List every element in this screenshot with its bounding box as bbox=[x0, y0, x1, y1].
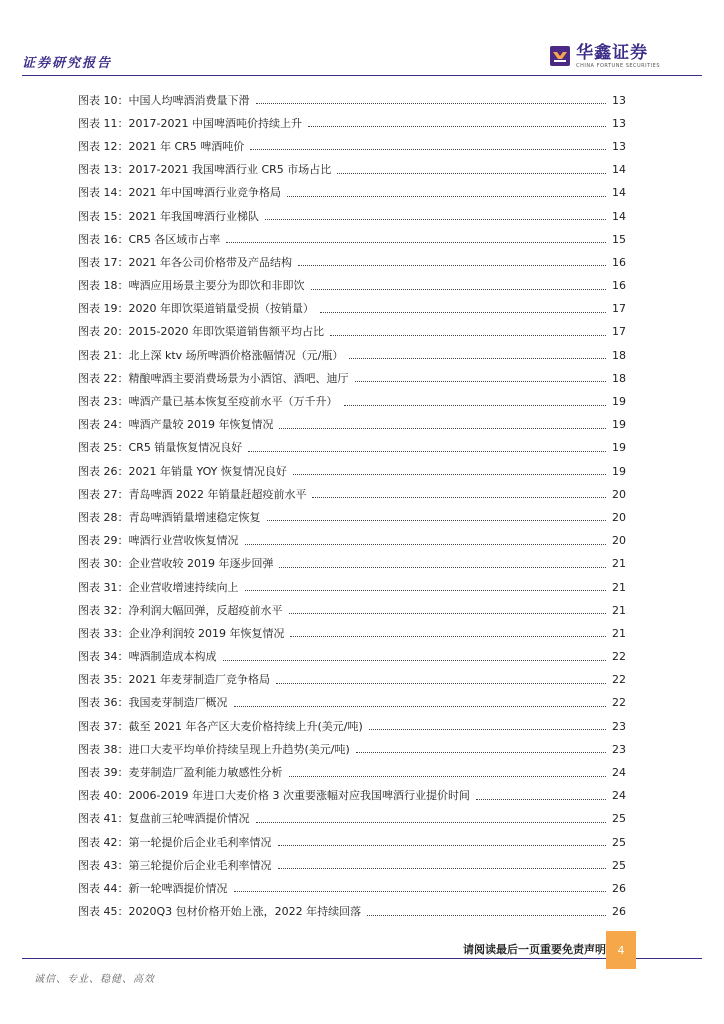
toc-entry[interactable] bbox=[78, 669, 626, 692]
toc-entry[interactable] bbox=[78, 785, 626, 808]
toc-entry-page: 26 bbox=[612, 881, 626, 895]
toc-entry-page: 24 bbox=[612, 789, 626, 803]
figure-list bbox=[78, 89, 626, 924]
toc-entry-label: 图表 41：复盘前三轮啤酒提价情况 bbox=[78, 812, 250, 826]
toc-entry-page: 22 bbox=[612, 650, 626, 664]
toc-entry-label: 图表 33：企业净利润较 2019 年恢复情况 bbox=[78, 626, 285, 640]
logo-mark-icon bbox=[550, 46, 570, 66]
toc-entry-page: 16 bbox=[612, 255, 626, 269]
page-number: 4 bbox=[606, 931, 636, 969]
toc-entry-label: 图表 21：北上深 ktv 场所啤酒价格涨幅情况（元/瓶） bbox=[78, 348, 344, 362]
logo-chinese-name: 华鑫证券 bbox=[576, 43, 649, 63]
toc-leader-dots bbox=[293, 474, 606, 475]
toc-entry[interactable] bbox=[78, 159, 626, 182]
toc-entry-label: 图表 40：2006-2019 年进口大麦价格 3 次重要涨幅对应我国啤酒行业提价时间 bbox=[78, 789, 470, 803]
toc-entry[interactable] bbox=[78, 854, 626, 877]
toc-leader-dots bbox=[223, 660, 607, 661]
toc-entry-page: 23 bbox=[612, 742, 626, 756]
toc-entry-page: 26 bbox=[612, 905, 626, 919]
toc-entry[interactable] bbox=[78, 182, 626, 205]
toc-entry-page: 14 bbox=[612, 186, 626, 200]
toc-entry-page: 22 bbox=[612, 673, 626, 687]
disclaimer-notice: 请阅读最后一页重要免责声明 bbox=[463, 943, 606, 956]
toc-entry[interactable] bbox=[78, 112, 626, 135]
toc-entry-label: 图表 16：CR5 各区域市占率 bbox=[78, 232, 221, 246]
toc-entry[interactable] bbox=[78, 483, 626, 506]
toc-entry-page: 21 bbox=[612, 603, 626, 617]
toc-entry[interactable] bbox=[78, 414, 626, 437]
toc-entry-page: 19 bbox=[612, 395, 626, 409]
toc-entry-label: 图表 32：净利润大幅回弹，反超疫前水平 bbox=[78, 603, 283, 617]
toc-entry-page: 20 bbox=[612, 534, 626, 548]
toc-leader-dots bbox=[278, 845, 607, 846]
toc-entry-label: 图表 23：啤酒产量已基本恢复至疫前水平（万千升） bbox=[78, 395, 338, 409]
toc-leader-dots bbox=[367, 915, 606, 916]
toc-entry[interactable] bbox=[78, 298, 626, 321]
toc-entry-label: 图表 38：进口大麦平均单价持续呈现上升趋势(美元/吨) bbox=[78, 742, 350, 756]
toc-entry-label: 图表 20：2015-2020 年即饮渠道销售额平均占比 bbox=[78, 325, 324, 339]
toc-entry[interactable] bbox=[78, 530, 626, 553]
toc-entry-label: 图表 24：啤酒产量较 2019 年恢复情况 bbox=[78, 418, 274, 432]
toc-leader-dots bbox=[355, 381, 607, 382]
toc-leader-dots bbox=[256, 822, 607, 823]
toc-entry-page: 19 bbox=[612, 441, 626, 455]
toc-entry-page: 16 bbox=[612, 279, 626, 293]
page-header bbox=[22, 44, 702, 76]
toc-leader-dots bbox=[344, 405, 607, 406]
toc-entry-label: 图表 44：新一轮啤酒提价情况 bbox=[78, 881, 228, 895]
toc-entry-page: 17 bbox=[612, 325, 626, 339]
toc-leader-dots bbox=[290, 636, 606, 637]
toc-entry-label: 图表 39：麦芽制造厂盈利能力敏感性分析 bbox=[78, 766, 283, 780]
logo-english-name: CHINA FORTUNE SECURITIES bbox=[576, 63, 660, 69]
toc-leader-dots bbox=[289, 613, 607, 614]
toc-entry-label: 图表 11：2017-2021 中国啤酒吨价持续上升 bbox=[78, 116, 302, 130]
toc-entry-page: 17 bbox=[612, 302, 626, 316]
toc-leader-dots bbox=[312, 497, 606, 498]
toc-entry[interactable] bbox=[78, 692, 626, 715]
toc-entry-label: 图表 27：青岛啤酒 2022 年销量赶超疫前水平 bbox=[78, 487, 307, 501]
toc-entry-label: 图表 30：企业营收较 2019 年逐步回弹 bbox=[78, 557, 274, 571]
toc-leader-dots bbox=[226, 242, 606, 243]
toc-entry-label: 图表 28：青岛啤酒销量增速稳定恢复 bbox=[78, 510, 261, 524]
toc-entry[interactable] bbox=[78, 390, 626, 413]
toc-entry[interactable] bbox=[78, 738, 626, 761]
toc-entry-label: 图表 13：2017-2021 我国啤酒行业 CR5 市场占比 bbox=[78, 163, 332, 177]
toc-entry[interactable] bbox=[78, 808, 626, 831]
toc-entry-page: 13 bbox=[612, 93, 626, 107]
toc-entry-label: 图表 12：2021 年 CR5 啤酒吨价 bbox=[78, 139, 245, 153]
toc-leader-dots bbox=[245, 544, 607, 545]
toc-entry[interactable] bbox=[78, 506, 626, 529]
toc-entry-label: 图表 15：2021 年我国啤酒行业梯队 bbox=[78, 209, 259, 223]
toc-entry[interactable] bbox=[78, 901, 626, 924]
toc-entry-label: 图表 42：第一轮提价后企业毛利率情况 bbox=[78, 835, 272, 849]
toc-entry-page: 20 bbox=[612, 510, 626, 524]
toc-entry-label: 图表 26：2021 年销量 YOY 恢复情况良好 bbox=[78, 464, 287, 478]
toc-entry-label: 图表 18：啤酒应用场景主要分为即饮和非即饮 bbox=[78, 279, 305, 293]
footer-divider bbox=[22, 958, 702, 959]
toc-entry[interactable] bbox=[78, 877, 626, 900]
toc-leader-dots bbox=[308, 126, 606, 127]
toc-leader-dots bbox=[265, 219, 606, 220]
toc-leader-dots bbox=[369, 729, 606, 730]
toc-entry[interactable] bbox=[78, 228, 626, 251]
toc-leader-dots bbox=[256, 103, 607, 104]
toc-entry-label: 图表 43：第三轮提价后企业毛利率情况 bbox=[78, 858, 272, 872]
toc-entry-label: 图表 35：2021 年麦芽制造厂竞争格局 bbox=[78, 673, 270, 687]
toc-entry-label: 图表 25：CR5 销量恢复情况良好 bbox=[78, 441, 243, 455]
toc-entry-label: 图表 31：企业营收增速持续向上 bbox=[78, 580, 239, 594]
toc-entry[interactable] bbox=[78, 437, 626, 460]
toc-leader-dots bbox=[320, 312, 606, 313]
toc-entry[interactable] bbox=[78, 251, 626, 274]
toc-entry[interactable] bbox=[78, 460, 626, 483]
toc-entry-page: 24 bbox=[612, 766, 626, 780]
toc-entry-page: 25 bbox=[612, 835, 626, 849]
toc-leader-dots bbox=[289, 776, 607, 777]
toc-entry-page: 25 bbox=[612, 812, 626, 826]
company-motto: 诚信、专业、稳健、高效 bbox=[34, 974, 155, 985]
toc-entry[interactable] bbox=[78, 646, 626, 669]
toc-entry[interactable] bbox=[78, 135, 626, 158]
toc-leader-dots bbox=[267, 520, 607, 521]
toc-entry-page: 20 bbox=[612, 487, 626, 501]
toc-entry-page: 21 bbox=[612, 557, 626, 571]
toc-leader-dots bbox=[279, 567, 606, 568]
report-type-title: 证券研究报告 bbox=[22, 56, 113, 71]
toc-entry-page: 21 bbox=[612, 626, 626, 640]
toc-leader-dots bbox=[311, 289, 607, 290]
toc-entry-page: 21 bbox=[612, 580, 626, 594]
toc-entry[interactable] bbox=[78, 344, 626, 367]
toc-entry[interactable] bbox=[78, 89, 626, 112]
toc-entry[interactable] bbox=[78, 831, 626, 854]
toc-entry[interactable] bbox=[78, 715, 626, 738]
toc-leader-dots bbox=[234, 706, 607, 707]
toc-leader-dots bbox=[278, 868, 607, 869]
toc-entry[interactable] bbox=[78, 205, 626, 228]
company-logo bbox=[550, 44, 660, 69]
toc-leader-dots bbox=[276, 683, 606, 684]
toc-entry-page: 18 bbox=[612, 371, 626, 385]
toc-leader-dots bbox=[349, 358, 606, 359]
toc-leader-dots bbox=[337, 173, 606, 174]
toc-leader-dots bbox=[330, 335, 606, 336]
toc-entry-label: 图表 29：啤酒行业营收恢复情况 bbox=[78, 534, 239, 548]
toc-entry[interactable] bbox=[78, 553, 626, 576]
header-divider bbox=[22, 75, 702, 76]
toc-entry-page: 18 bbox=[612, 348, 626, 362]
toc-entry-page: 19 bbox=[612, 464, 626, 478]
toc-leader-dots bbox=[356, 752, 606, 753]
toc-leader-dots bbox=[298, 265, 606, 266]
toc-entry-label: 图表 34：啤酒制造成本构成 bbox=[78, 650, 217, 664]
toc-entry-page: 14 bbox=[612, 209, 626, 223]
toc-entry-page: 25 bbox=[612, 858, 626, 872]
toc-entry-label: 图表 17：2021 年各公司价格带及产品结构 bbox=[78, 255, 292, 269]
toc-leader-dots bbox=[287, 196, 606, 197]
toc-entry-page: 15 bbox=[612, 232, 626, 246]
toc-leader-dots bbox=[476, 799, 606, 800]
toc-leader-dots bbox=[234, 891, 607, 892]
toc-entry-label: 图表 45：2020Q3 包材价格开始上涨，2022 年持续回落 bbox=[78, 905, 362, 919]
toc-entry[interactable] bbox=[78, 576, 626, 599]
toc-leader-dots bbox=[248, 451, 606, 452]
toc-leader-dots bbox=[250, 149, 606, 150]
toc-entry-label: 图表 14：2021 年中国啤酒行业竞争格局 bbox=[78, 186, 281, 200]
toc-entry[interactable] bbox=[78, 275, 626, 298]
toc-entry[interactable] bbox=[78, 599, 626, 622]
toc-entry-label: 图表 36：我国麦芽制造厂概况 bbox=[78, 696, 228, 710]
toc-leader-dots bbox=[279, 428, 606, 429]
toc-entry[interactable] bbox=[78, 622, 626, 645]
toc-entry-page: 14 bbox=[612, 163, 626, 177]
toc-entry-page: 23 bbox=[612, 719, 626, 733]
toc-entry[interactable] bbox=[78, 321, 626, 344]
toc-entry-label: 图表 37：截至 2021 年各产区大麦价格持续上升(美元/吨) bbox=[78, 719, 363, 733]
toc-entry-page: 13 bbox=[612, 139, 626, 153]
toc-leader-dots bbox=[245, 590, 607, 591]
toc-entry-page: 13 bbox=[612, 116, 626, 130]
toc-entry-label: 图表 10：中国人均啤酒消费量下滑 bbox=[78, 93, 250, 107]
toc-entry-page: 22 bbox=[612, 696, 626, 710]
toc-entry-label: 图表 19：2020 年即饮渠道销量受损（按销量） bbox=[78, 302, 314, 316]
toc-entry-label: 图表 22：精酿啤酒主要消费场景为小酒馆、酒吧、迪厅 bbox=[78, 371, 349, 385]
toc-entry-page: 19 bbox=[612, 418, 626, 432]
toc-entry[interactable] bbox=[78, 367, 626, 390]
toc-entry[interactable] bbox=[78, 761, 626, 784]
